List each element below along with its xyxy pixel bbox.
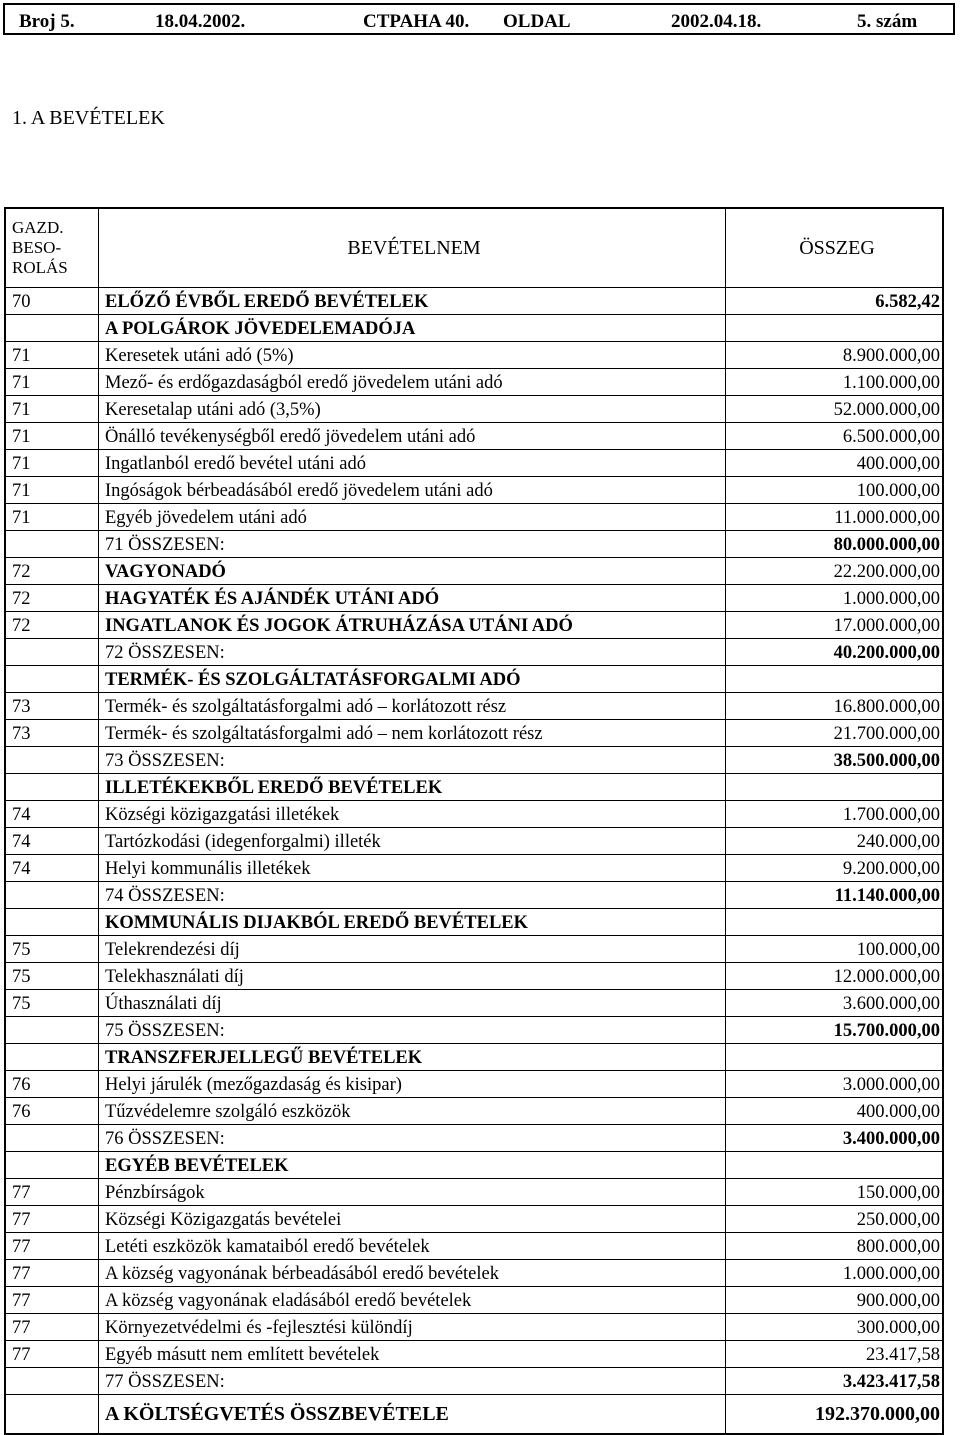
table-header-row bbox=[5, 208, 943, 288]
table-row bbox=[5, 1125, 943, 1152]
date-serbian: 18.04.2002. bbox=[155, 11, 246, 32]
row-amount: 150.000,00 bbox=[726, 1179, 944, 1206]
table-row bbox=[5, 450, 943, 477]
table-row bbox=[5, 666, 943, 693]
row-name: Tartózkodási (idegenforgalmi) illeték bbox=[99, 828, 726, 855]
row-amount: 17.000.000,00 bbox=[726, 612, 944, 639]
row-code bbox=[5, 315, 99, 342]
row-name: 71 ÖSSZESEN: bbox=[99, 531, 726, 558]
table-row bbox=[5, 639, 943, 666]
row-code: 74 bbox=[5, 828, 99, 855]
row-amount: 15.700.000,00 bbox=[726, 1017, 944, 1044]
table-row bbox=[5, 288, 943, 315]
row-amount: 1.700.000,00 bbox=[726, 801, 944, 828]
row-amount bbox=[726, 1152, 944, 1179]
row-code: 76 bbox=[5, 1071, 99, 1098]
row-code: 75 bbox=[5, 990, 99, 1017]
table-row bbox=[5, 504, 943, 531]
table-row bbox=[5, 990, 943, 1017]
row-amount: 80.000.000,00 bbox=[726, 531, 944, 558]
row-name: Környezetvédelmi és -fejlesztési különdíj bbox=[99, 1314, 726, 1341]
row-name: KOMMUNÁLIS DIJAKBÓL EREDŐ BEVÉTELEK bbox=[99, 909, 726, 936]
row-code: 72 bbox=[5, 558, 99, 585]
table-row bbox=[5, 1017, 943, 1044]
table-row bbox=[5, 1179, 943, 1206]
row-amount: 38.500.000,00 bbox=[726, 747, 944, 774]
row-name: Községi Közigazgatás bevételei bbox=[99, 1206, 726, 1233]
table-row bbox=[5, 396, 943, 423]
row-amount: 21.700.000,00 bbox=[726, 720, 944, 747]
row-name: Mező- és erdőgazdaságból eredő jövedelem utáni adó bbox=[99, 369, 726, 396]
table-row bbox=[5, 1098, 943, 1125]
row-amount: 300.000,00 bbox=[726, 1314, 944, 1341]
table-row bbox=[5, 531, 943, 558]
row-name: 72 ÖSSZESEN: bbox=[99, 639, 726, 666]
row-code: 74 bbox=[5, 801, 99, 828]
row-code: 71 bbox=[5, 423, 99, 450]
table-row bbox=[5, 747, 943, 774]
row-code bbox=[5, 1017, 99, 1044]
issue-number-hungarian: 5. szám bbox=[857, 11, 918, 32]
table-row bbox=[5, 612, 943, 639]
row-name: A község vagyonának bérbeadásából eredő bevételek bbox=[99, 1260, 726, 1287]
table-row bbox=[5, 936, 943, 963]
row-code bbox=[5, 774, 99, 801]
row-name: Helyi járulék (mezőgazdaság és kisipar) bbox=[99, 1071, 726, 1098]
date-hungarian: 2002.04.18. bbox=[671, 11, 762, 32]
row-code: 71 bbox=[5, 396, 99, 423]
row-name: TERMÉK- ÉS SZOLGÁLTATÁSFORGALMI ADÓ bbox=[99, 666, 726, 693]
row-code bbox=[5, 909, 99, 936]
row-code: 73 bbox=[5, 720, 99, 747]
row-code bbox=[5, 882, 99, 909]
code-column-header: GAZD. BESO- ROLÁS bbox=[5, 208, 99, 288]
row-code bbox=[5, 1125, 99, 1152]
page-header bbox=[3, 3, 955, 35]
row-name: Telekhasználati díj bbox=[99, 963, 726, 990]
row-name: A KÖLTSÉGVETÉS ÖSSZBEVÉTELE bbox=[99, 1395, 726, 1435]
row-name: 73 ÖSSZESEN: bbox=[99, 747, 726, 774]
row-code bbox=[5, 1368, 99, 1395]
row-amount bbox=[726, 666, 944, 693]
row-code: 72 bbox=[5, 585, 99, 612]
table-row bbox=[5, 774, 943, 801]
row-amount bbox=[726, 1044, 944, 1071]
row-code: 77 bbox=[5, 1233, 99, 1260]
row-code: 71 bbox=[5, 369, 99, 396]
row-code: 77 bbox=[5, 1341, 99, 1368]
grand-total-row bbox=[5, 1395, 943, 1435]
row-amount: 16.800.000,00 bbox=[726, 693, 944, 720]
row-name: 76 ÖSSZESEN: bbox=[99, 1125, 726, 1152]
page-label-hungarian: OLDAL bbox=[503, 11, 571, 32]
row-amount: 240.000,00 bbox=[726, 828, 944, 855]
row-code: 74 bbox=[5, 855, 99, 882]
row-amount: 40.200.000,00 bbox=[726, 639, 944, 666]
row-amount: 1.000.000,00 bbox=[726, 585, 944, 612]
row-name: A község vagyonának eladásából eredő bevételek bbox=[99, 1287, 726, 1314]
row-code bbox=[5, 1152, 99, 1179]
table-row bbox=[5, 1341, 943, 1368]
row-amount: 250.000,00 bbox=[726, 1206, 944, 1233]
row-name: Egyéb másutt nem említett bevételek bbox=[99, 1341, 726, 1368]
table-row bbox=[5, 855, 943, 882]
row-amount bbox=[726, 774, 944, 801]
table-row bbox=[5, 693, 943, 720]
row-amount: 11.000.000,00 bbox=[726, 504, 944, 531]
row-amount: 3.423.417,58 bbox=[726, 1368, 944, 1395]
row-name: A POLGÁROK JÖVEDELEMADÓJA bbox=[99, 315, 726, 342]
table-row bbox=[5, 369, 943, 396]
row-code bbox=[5, 747, 99, 774]
row-amount: 22.200.000,00 bbox=[726, 558, 944, 585]
table-row bbox=[5, 1368, 943, 1395]
row-name: Letéti eszközök kamataiból eredő bevételek bbox=[99, 1233, 726, 1260]
table-row bbox=[5, 477, 943, 504]
issue-number: Broj 5. bbox=[19, 11, 75, 32]
row-code: 77 bbox=[5, 1260, 99, 1287]
row-name: INGATLANOK ÉS JOGOK ÁTRUHÁZÁSA UTÁNI ADÓ bbox=[99, 612, 726, 639]
row-name: Úthasználati díj bbox=[99, 990, 726, 1017]
row-name: Helyi kommunális illetékek bbox=[99, 855, 726, 882]
revenue-table bbox=[4, 207, 944, 1435]
table-row bbox=[5, 1206, 943, 1233]
table-row bbox=[5, 1152, 943, 1179]
row-code: 75 bbox=[5, 963, 99, 990]
table-row bbox=[5, 720, 943, 747]
table-row bbox=[5, 828, 943, 855]
row-name: Tűzvédelemre szolgáló eszközök bbox=[99, 1098, 726, 1125]
row-amount: 3.400.000,00 bbox=[726, 1125, 944, 1152]
row-name: ILLETÉKEKBŐL EREDŐ BEVÉTELEK bbox=[99, 774, 726, 801]
row-amount: 6.582,42 bbox=[726, 288, 944, 315]
row-name: 74 ÖSSZESEN: bbox=[99, 882, 726, 909]
row-name: Keresetek utáni adó (5%) bbox=[99, 342, 726, 369]
row-amount: 8.900.000,00 bbox=[726, 342, 944, 369]
table-row bbox=[5, 423, 943, 450]
row-amount: 3.000.000,00 bbox=[726, 1071, 944, 1098]
row-amount: 9.200.000,00 bbox=[726, 855, 944, 882]
row-code: 71 bbox=[5, 450, 99, 477]
row-amount: 100.000,00 bbox=[726, 477, 944, 504]
row-name: Községi közigazgatási illetékek bbox=[99, 801, 726, 828]
row-amount: 6.500.000,00 bbox=[726, 423, 944, 450]
row-code: 73 bbox=[5, 693, 99, 720]
row-name: ELŐZŐ ÉVBŐL EREDŐ BEVÉTELEK bbox=[99, 288, 726, 315]
row-amount: 192.370.000,00 bbox=[726, 1395, 944, 1435]
row-amount bbox=[726, 315, 944, 342]
table-row bbox=[5, 1314, 943, 1341]
row-code bbox=[5, 639, 99, 666]
row-amount: 1.000.000,00 bbox=[726, 1260, 944, 1287]
row-name: EGYÉB BEVÉTELEK bbox=[99, 1152, 726, 1179]
row-name: Telekrendezési díj bbox=[99, 936, 726, 963]
row-name: Pénzbírságok bbox=[99, 1179, 726, 1206]
row-amount: 23.417,58 bbox=[726, 1341, 944, 1368]
row-name: Önálló tevékenységből eredő jövedelem utáni adó bbox=[99, 423, 726, 450]
row-amount: 12.000.000,00 bbox=[726, 963, 944, 990]
row-amount bbox=[726, 909, 944, 936]
row-amount: 3.600.000,00 bbox=[726, 990, 944, 1017]
table-row bbox=[5, 558, 943, 585]
row-code: 76 bbox=[5, 1098, 99, 1125]
row-amount: 800.000,00 bbox=[726, 1233, 944, 1260]
table-row bbox=[5, 1260, 943, 1287]
table-row bbox=[5, 963, 943, 990]
row-name: TRANSZFERJELLEGŰ BEVÉTELEK bbox=[99, 1044, 726, 1071]
row-code: 77 bbox=[5, 1206, 99, 1233]
row-code bbox=[5, 666, 99, 693]
row-code: 72 bbox=[5, 612, 99, 639]
table-row bbox=[5, 1287, 943, 1314]
row-code: 77 bbox=[5, 1179, 99, 1206]
row-amount: 1.100.000,00 bbox=[726, 369, 944, 396]
row-amount: 400.000,00 bbox=[726, 450, 944, 477]
row-amount: 900.000,00 bbox=[726, 1287, 944, 1314]
row-name: 77 ÖSSZESEN: bbox=[99, 1368, 726, 1395]
row-name: Termék- és szolgáltatásforgalmi adó – nem korlátozott rész bbox=[99, 720, 726, 747]
section-title: 1. A BEVÉTELEK bbox=[12, 107, 165, 129]
row-name: Egyéb jövedelem utáni adó bbox=[99, 504, 726, 531]
row-code: 70 bbox=[5, 288, 99, 315]
row-name: Ingóságok bérbeadásából eredő jövedelem utáni adó bbox=[99, 477, 726, 504]
row-amount: 100.000,00 bbox=[726, 936, 944, 963]
table-row bbox=[5, 1071, 943, 1098]
row-code bbox=[5, 1395, 99, 1435]
table-row bbox=[5, 882, 943, 909]
row-name: HAGYATÉK ÉS AJÁNDÉK UTÁNI ADÓ bbox=[99, 585, 726, 612]
table-row bbox=[5, 1233, 943, 1260]
page-number-serbian: CTPAHA 40. bbox=[363, 11, 470, 32]
row-code: 71 bbox=[5, 477, 99, 504]
row-code: 71 bbox=[5, 342, 99, 369]
row-name: Termék- és szolgáltatásforgalmi adó – korlátozott rész bbox=[99, 693, 726, 720]
table-row bbox=[5, 801, 943, 828]
row-name: Keresetalap utáni adó (3,5%) bbox=[99, 396, 726, 423]
row-name: Ingatlanból eredő bevétel utáni adó bbox=[99, 450, 726, 477]
row-name: VAGYONADÓ bbox=[99, 558, 726, 585]
table-row bbox=[5, 585, 943, 612]
row-code: 75 bbox=[5, 936, 99, 963]
row-amount: 11.140.000,00 bbox=[726, 882, 944, 909]
row-code: 71 bbox=[5, 504, 99, 531]
row-code bbox=[5, 531, 99, 558]
amount-column-header: ÖSSZEG bbox=[726, 208, 944, 288]
row-code: 77 bbox=[5, 1314, 99, 1341]
name-column-header: BEVÉTELNEM bbox=[99, 208, 726, 288]
row-amount: 400.000,00 bbox=[726, 1098, 944, 1125]
table-row bbox=[5, 342, 943, 369]
table-row bbox=[5, 1044, 943, 1071]
table-row bbox=[5, 909, 943, 936]
row-amount: 52.000.000,00 bbox=[726, 396, 944, 423]
table-row bbox=[5, 315, 943, 342]
row-code bbox=[5, 1044, 99, 1071]
row-code: 77 bbox=[5, 1287, 99, 1314]
row-name: 75 ÖSSZESEN: bbox=[99, 1017, 726, 1044]
